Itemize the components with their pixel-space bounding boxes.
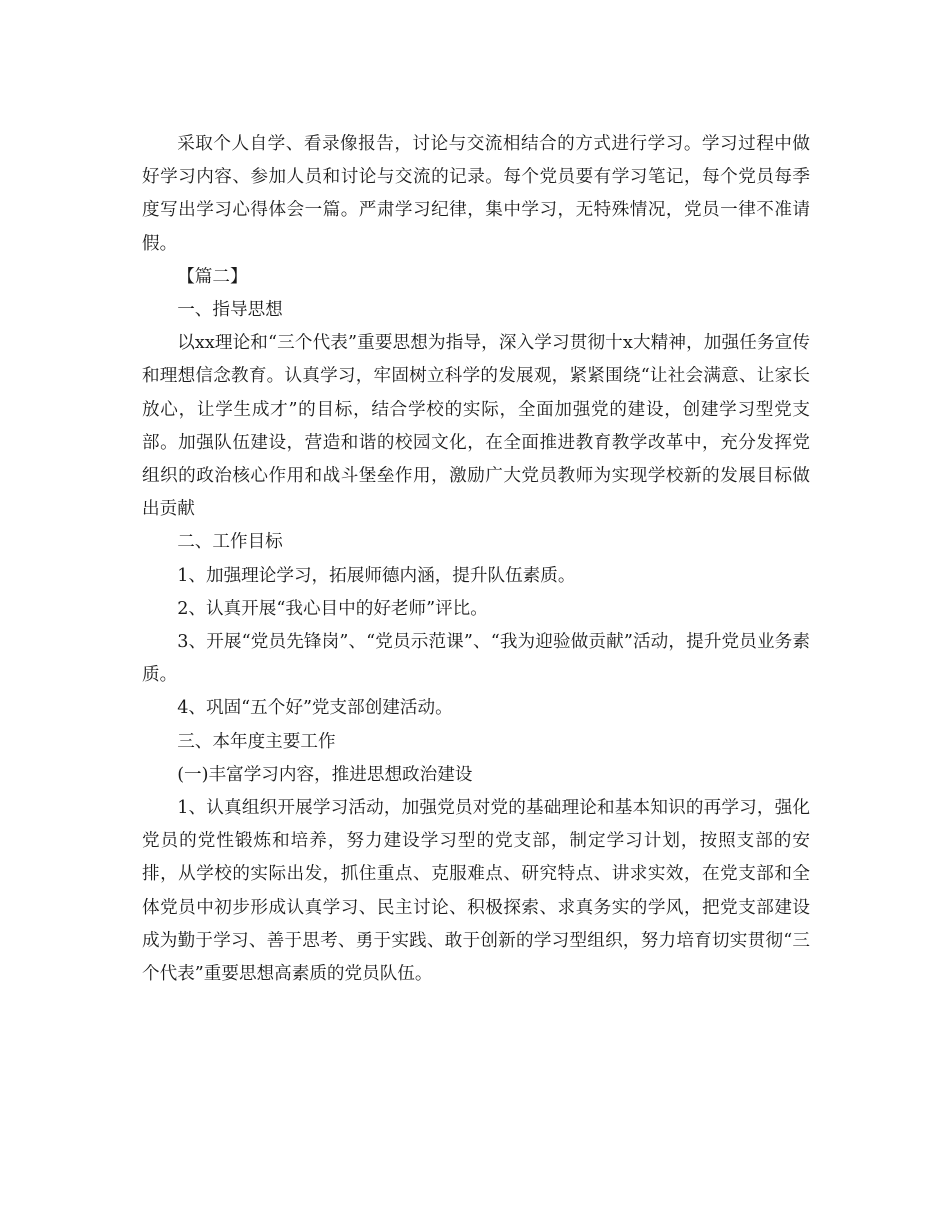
- section-title-part-two: 【篇二】: [177, 266, 248, 287]
- list-item-goal-2: 2、认真开展“我心目中的好老师”评比。: [177, 598, 488, 619]
- heading-main-work: 三、本年度主要工作: [177, 731, 336, 752]
- list-item-goal-3: 3、开展“党员先锋岗”、“党员示范课”、“我为迎验做贡献”活动，提升党员业务素质。: [142, 632, 810, 686]
- paragraph-guiding-ideology: 以xx理论和“三个代表”重要思想为指导，深入学习贯彻十x大精神，加强任务宣传和理想信念教育。认真学习，牢固树立科学的发展观，紧紧围绕“让社会满意、让家长放心，让学生成才”的目标，结合学校的实际，全面加强党的建设，创建学习型党支部。加强队伍建设，营造和谐的校园文化，在全面推进教育教学改革中，充分发挥党组织的政治核心作用和战斗堡垒作用，激励广大党员教师为实现学校新的发展目标做出贡献: [142, 333, 810, 520]
- subheading-study-content: (一)丰富学习内容，推进思想政治建设: [177, 764, 473, 785]
- list-item-goal-1: 1、加强理论学习，拓展师德内涵，提升队伍素质。: [177, 565, 576, 586]
- heading-guiding-ideology: 一、指导思想: [177, 300, 283, 321]
- paragraph-study-method: 采取个人自学、看录像报告，讨论与交流相结合的方式进行学习。学习过程中做好学习内容、参加人员和讨论与交流的记录。每个党员要有学习笔记，每个党员每季度写出学习心得体会一篇。严肃学习纪律，集中学习，无特殊情况，党员一律不准请假。: [142, 134, 810, 254]
- list-item-goal-4: 4、巩固“五个好”党支部创建活动。: [177, 698, 453, 719]
- paragraph-study-activities: 1、认真组织开展学习活动，加强党员对党的基础理论和基本知识的再学习，强化党员的党性锻炼和培养，努力建设学习型的党支部，制定学习计划，按照支部的安排，从学校的实际出发，抓住重点、克服难点、研究特点、讲求实效，在党支部和全体党员中初步形成认真学习、民主讨论、积极探索、求真务实的学风，把党支部建设成为勤于学习、善于思考、勇于实践、敢于创新的学习型组织，努力培育切实贯彻“三个代表”重要思想高素质的党员队伍。: [142, 798, 810, 985]
- document-page: [142, 128, 810, 991]
- heading-work-goals: 二、工作目标: [177, 532, 283, 553]
